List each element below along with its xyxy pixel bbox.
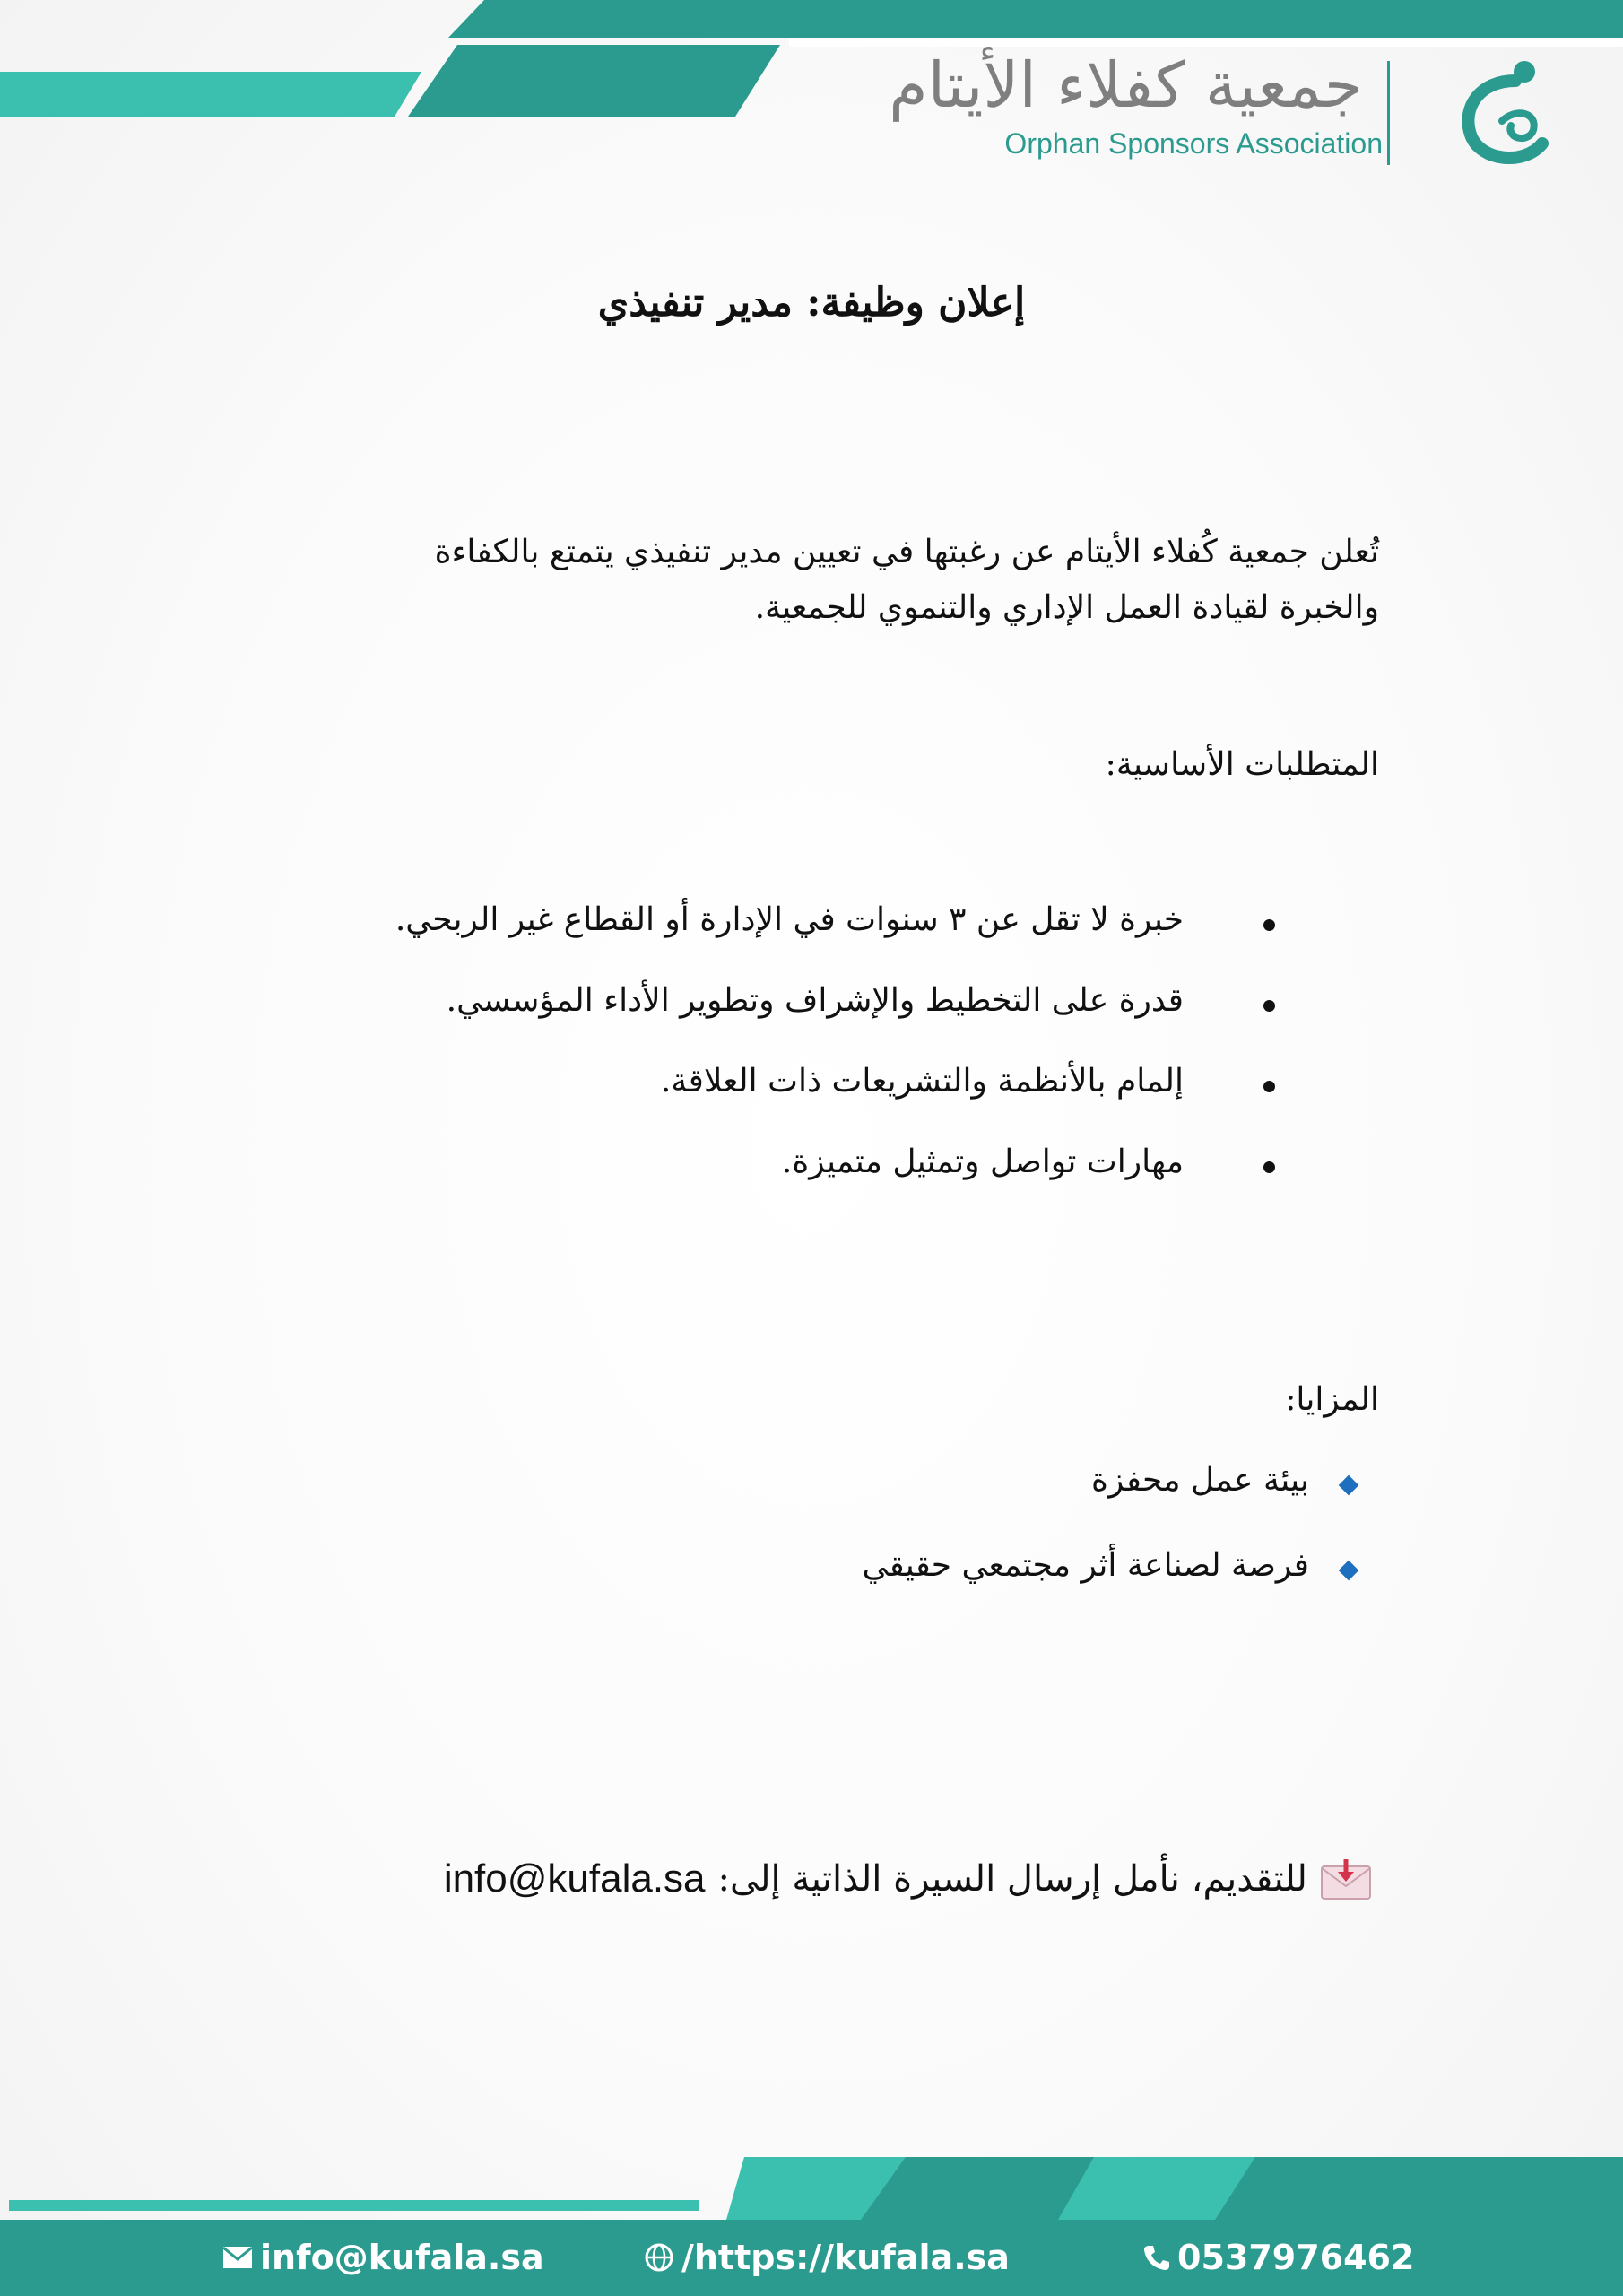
requirement-item xyxy=(0,1063,1623,1144)
bullet-icon xyxy=(1263,1081,1275,1092)
bullet-icon xyxy=(1263,919,1275,931)
requirement-text: إلمام بالأنظمة والتشريعات ذات العلاقة. xyxy=(660,1063,1184,1100)
logo-english-text: Orphan Sponsors Association xyxy=(1004,127,1383,160)
requirement-item xyxy=(0,901,1623,982)
requirement-text: خبرة لا تقل عن ٣ سنوات في الإدارة أو القطاع غير الربحي. xyxy=(395,901,1184,938)
mail-icon xyxy=(222,2246,253,2269)
benefit-text: فرصة لصناعة أثر مجتمعي حقيقي xyxy=(862,1547,1309,1584)
footer-website-text: /https://kufala.sa xyxy=(681,2238,1010,2277)
requirement-text: قدرة على التخطيط والإشراف وتطوير الأداء المؤسسي. xyxy=(446,982,1184,1019)
footer-email[interactable] xyxy=(222,2238,544,2277)
footer-website[interactable] xyxy=(644,2238,1010,2277)
requirements-list xyxy=(0,901,1623,1224)
diamond-bullet-icon xyxy=(1339,1475,1359,1496)
requirement-item xyxy=(0,982,1623,1063)
footer-phone[interactable] xyxy=(1143,2238,1414,2277)
page-title: إعلان وظيفة: مدير تنفيذي xyxy=(597,280,1026,326)
intro-paragraph: تُعلن جمعية كُفلاء الأيتام عن رغبتها في تعيين مدير تنفيذي يتمتع بالكفاءة والخبرة لقيادة العمل الإداري والتنموي للجمعية. xyxy=(434,534,1379,626)
diamond-bullet-icon xyxy=(1339,1561,1359,1581)
footer-email-text: info@kufala.sa xyxy=(260,2238,544,2277)
logo-mark-icon xyxy=(1453,54,1560,170)
association-logo xyxy=(889,48,1560,170)
requirement-item xyxy=(0,1144,1623,1224)
benefits-heading: المزايا: xyxy=(1285,1381,1379,1418)
bullet-icon xyxy=(1263,1000,1275,1012)
logo-divider xyxy=(1387,61,1390,165)
apply-email-link[interactable]: info@kufala.sa xyxy=(443,1857,706,1900)
bullet-icon xyxy=(1263,1161,1275,1173)
requirement-text: مهارات تواصل وتمثيل متميزة. xyxy=(781,1144,1184,1180)
phone-icon xyxy=(1143,2244,1170,2271)
footer-contacts xyxy=(0,2220,1623,2296)
benefit-text: بيئة عمل محفزة xyxy=(1091,1462,1309,1499)
benefit-item xyxy=(0,1547,1623,1632)
globe-icon xyxy=(644,2242,674,2273)
envelope-download-icon xyxy=(1320,1857,1372,1900)
footer-phone-text: 0537976462 xyxy=(1177,2238,1415,2277)
header-banner xyxy=(0,0,1623,179)
requirements-heading: المتطلبات الأساسية: xyxy=(1105,746,1379,783)
footer-banner xyxy=(0,2148,1623,2296)
apply-instructions xyxy=(444,1857,1372,1901)
benefits-list xyxy=(0,1462,1623,1632)
apply-text: للتقديم، نأمل إرسال السيرة الذاتية إلى: xyxy=(717,1858,1307,1900)
logo-arabic-text: جمعية كفلاء الأيتام xyxy=(889,48,1363,122)
benefit-item xyxy=(0,1462,1623,1547)
